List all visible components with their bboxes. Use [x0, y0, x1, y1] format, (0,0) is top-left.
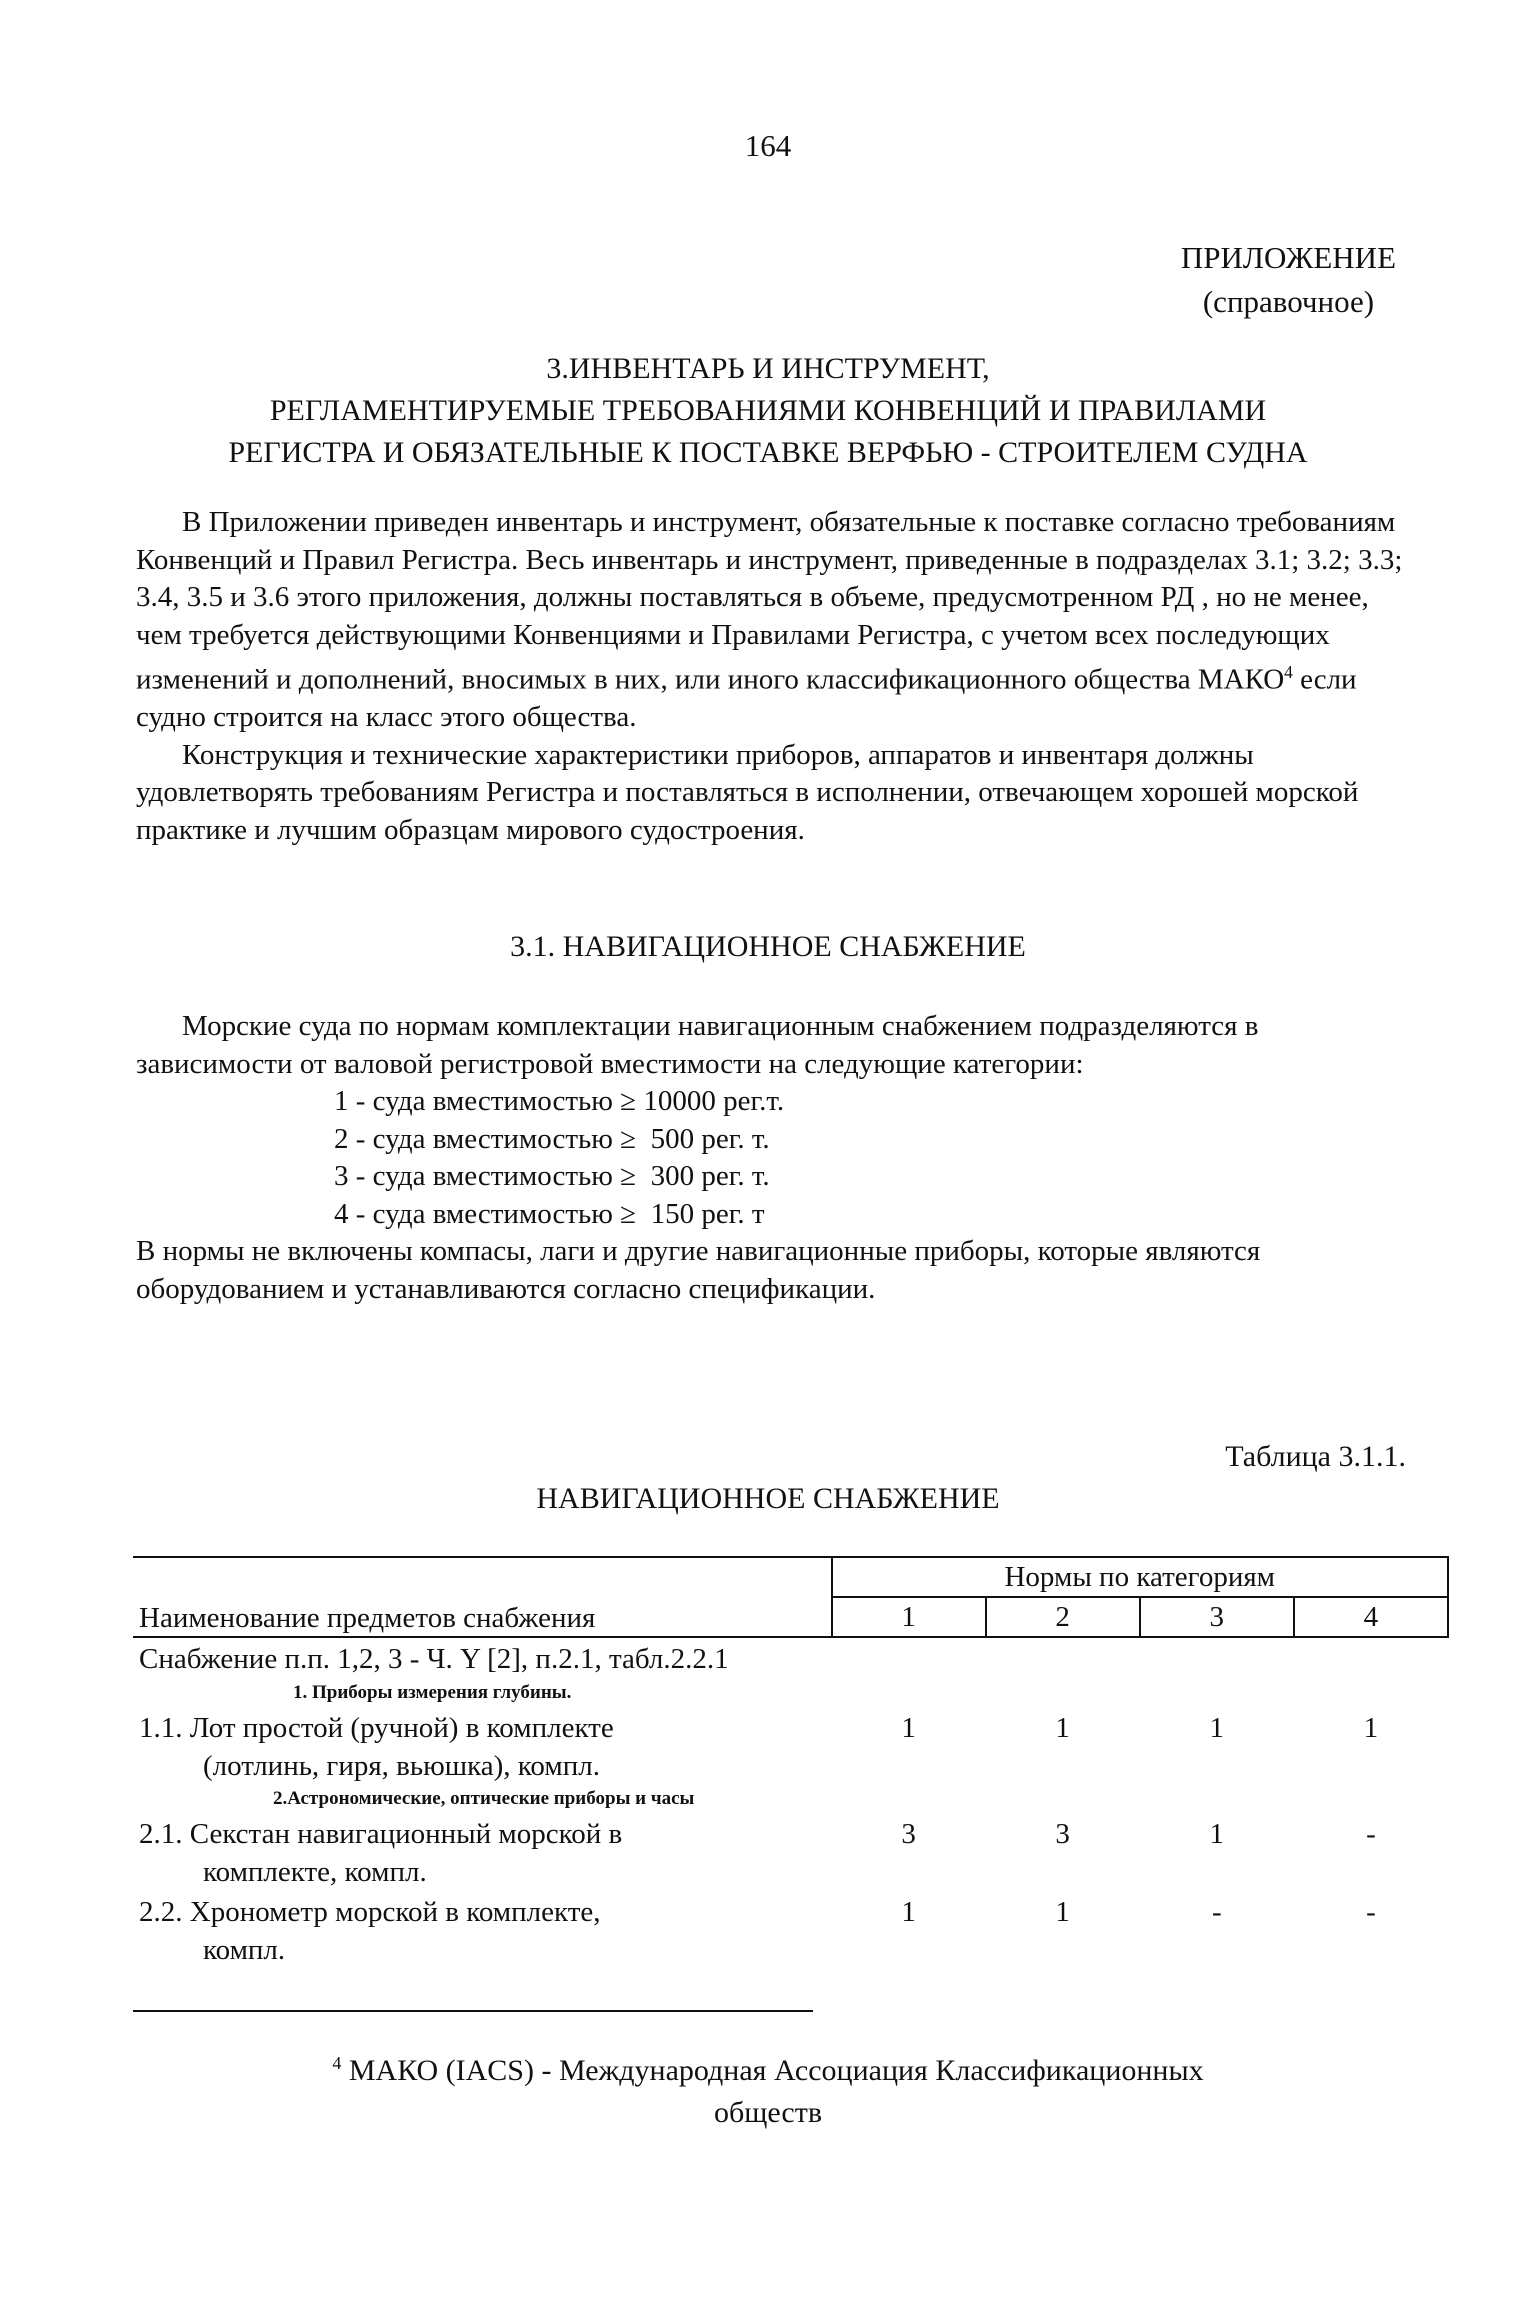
item-value: 1: [1209, 1712, 1225, 1744]
appendix-note: (справочное): [1202, 284, 1375, 319]
item-name-line-2: компл.: [203, 1934, 286, 1966]
header-category-2: 2: [986, 1597, 1140, 1637]
item-value: 1: [901, 1712, 916, 1744]
intro-p1-tail: если судно строится на класс этого общества.: [136, 663, 1357, 734]
item-value: 1: [1209, 1818, 1225, 1850]
supply-table: [133, 1556, 1449, 1970]
category-item: 3 - суда вместимостью ≥ 300 рег. т.: [334, 1160, 770, 1192]
appendix-title: ПРИЛОЖЕНИЕ: [1180, 240, 1396, 275]
navigation-supply-table: [133, 1556, 1449, 1970]
header-name: Наименование предметов снабжения: [133, 1557, 832, 1637]
heading-line-3: РЕГИСТРА И ОБЯЗАТЕЛЬНЫЕ К ПОСТАВКЕ ВЕРФЬЮ - СТРОИТЕЛЕМ СУДНА: [228, 436, 1308, 469]
section-body: [136, 1008, 1411, 1308]
intro-p1-main: В Приложении приведен инвентарь и инструмент, обязательные к поставке согласно требованиям Конвенций и Правил Регистра. Весь инвентарь и инструмент, приведенные в подразделах 3.1; 3.2; 3.3; 3.4, 3.5 и 3.6 этого приложения, должны поставляться в объеме, предусмотренном РД , но не менее, чем требуется действующими Конвенциями и Правилами Регистра, с учетом всех последующих изменений и дополнений, вносимых в них, или иного классификационного общества МАКО: [136, 506, 1403, 696]
section-paragraph-2: В нормы не включены компасы, лаги и другие навигационные приборы, которые являются оборудованием и устанавливаются согласно спецификации.: [136, 1235, 1261, 1305]
item-value: 1: [1055, 1896, 1070, 1928]
heading-line-2: РЕГЛАМЕНТИРУЕМЫЕ ТРЕБОВАНИЯМИ КОНВЕНЦИЙ И ПРАВИЛАМИ: [269, 394, 1267, 427]
item-name-line-1: 1.1. Лот простой (ручной) в комплекте: [139, 1712, 614, 1744]
category-item: 1 - суда вместимостью ≥ 10000 рег.т.: [334, 1085, 785, 1117]
item-name-line-1: 2.1. Секстан навигационный морской в: [139, 1818, 623, 1850]
item-value: 1: [901, 1896, 916, 1928]
page-number: 164: [744, 128, 792, 163]
item-name: [133, 1892, 832, 1970]
supply-reference: Снабжение п.п. 1,2, 3 - Ч. Y [2], п.2.1, табл.2.2.1: [139, 1643, 729, 1675]
table-row: [133, 1708, 1448, 1786]
header-norms: Нормы по категориям: [832, 1557, 1448, 1597]
table-row: [133, 1814, 1448, 1892]
footnote-text: МАКО (IACS) - Международная Ассоциация Классификационных: [341, 2054, 1204, 2087]
section-title: 3.1. НАВИГАЦИОННОЕ СНАБЖЕНИЕ: [510, 930, 1026, 963]
table-row: [133, 1892, 1448, 1970]
table-end-rule: [133, 2010, 813, 2012]
item-value: 3: [1055, 1818, 1070, 1850]
group-title: 1. Приборы измерения глубины.: [293, 1682, 572, 1703]
item-value: -: [1366, 1818, 1376, 1850]
header-category-3: 3: [1140, 1597, 1294, 1637]
section-paragraph-1: Морские суда по нормам комплектации навигационным снабжением подразделяются в зависимости от валовой регистровой вместимости на следующие категории:: [136, 1010, 1259, 1080]
heading-line-1: 3.ИНВЕНТАРЬ И ИНСТРУМЕНТ,: [546, 352, 990, 385]
table-number: Таблица 3.1.1.: [1225, 1440, 1406, 1473]
item-value: 3: [901, 1818, 916, 1850]
category-item: 4 - суда вместимостью ≥ 150 рег. т: [334, 1197, 765, 1230]
item-value: 1: [1363, 1712, 1379, 1744]
footnote-line-2: обществ: [713, 2096, 823, 2129]
chapter-heading: [0, 348, 1536, 474]
intro-paragraph-1: [136, 504, 1411, 737]
table-group-row: [133, 1680, 1448, 1708]
item-name-line-1: 2.2. Хронометр морской в комплекте,: [139, 1896, 601, 1928]
item-name: [133, 1708, 832, 1786]
category-list: [334, 1083, 1411, 1233]
appendix-label: [1181, 236, 1396, 324]
intro-text: [136, 504, 1411, 849]
item-name-line-2: (лотлинь, гиря, вьюшка), компл.: [203, 1750, 600, 1782]
category-item: 2 - суда вместимостью ≥ 500 рег. т.: [334, 1122, 770, 1155]
table-group-row: [133, 1786, 1448, 1814]
item-value: -: [1211, 1896, 1222, 1928]
item-name-line-2: комплекте, компл.: [203, 1856, 427, 1888]
intro-paragraph-2: Конструкция и технические характеристики приборов, аппаратов и инвентаря должны удовлетворять требованиям Регистра и поставляться в исполнении, отвечающем хорошей морской практике и лучшим образцам мирового судостроения.: [136, 738, 1359, 846]
item-value: 1: [1055, 1712, 1070, 1744]
header-category-1: 1: [832, 1597, 986, 1637]
footnote: [0, 2042, 1536, 2134]
header-category-4: 4: [1294, 1597, 1448, 1637]
item-value: -: [1366, 1896, 1376, 1928]
table-title: НАВИГАЦИОННОЕ СНАБЖЕНИЕ: [536, 1482, 1000, 1515]
table-row: [133, 1637, 1448, 1680]
group-title: 2.Астрономические, оптические приборы и часы: [273, 1788, 695, 1809]
footnote-mark: 4: [332, 2053, 342, 2073]
footnote-ref: 4: [1284, 662, 1293, 682]
item-name: [133, 1814, 832, 1892]
footnote-line-1: [0, 2042, 1536, 2092]
